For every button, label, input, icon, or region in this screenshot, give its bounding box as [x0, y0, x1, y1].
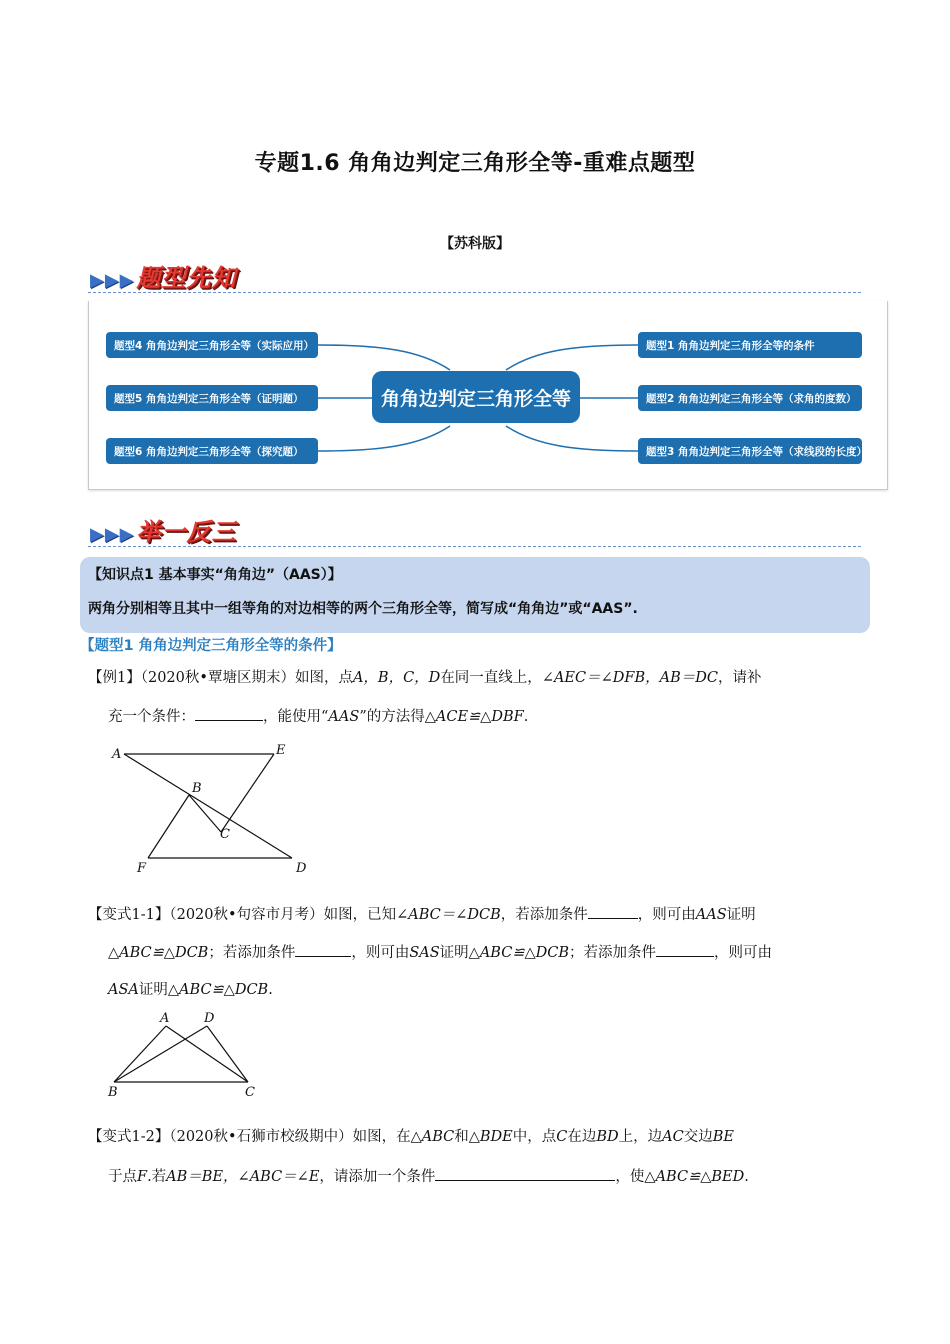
- variant11-line3: [108, 980, 273, 1000]
- math: C: [556, 1129, 568, 1145]
- math: SAS: [409, 945, 440, 961]
- text: ，则可由: [714, 945, 772, 961]
- point-label: B: [192, 781, 202, 796]
- math: BE: [712, 1129, 734, 1145]
- knowledge-body: 两角分别相等且其中一组等角的对边相等的两个三角形全等，简写成“角角边”或“AAS”.: [88, 601, 638, 617]
- answer-blank[interactable]: [295, 942, 351, 957]
- math: △ACE≌△DBF: [424, 709, 524, 725]
- math: △BDE: [468, 1129, 513, 1145]
- math: A，B，C，D: [352, 670, 441, 686]
- variant12-line1: [88, 1127, 734, 1147]
- text: 在同一直线上，: [440, 670, 542, 686]
- text: ，使: [615, 1169, 645, 1185]
- text: ，则可由: [637, 907, 696, 923]
- math: △ABC≌△DCB: [468, 945, 569, 961]
- answer-blank[interactable]: [195, 706, 263, 721]
- point-label: A: [112, 747, 122, 762]
- text: 交边: [683, 1129, 713, 1145]
- variant11-line2: [108, 942, 772, 963]
- point-label: C: [245, 1085, 255, 1100]
- text: 中，点: [512, 1129, 557, 1145]
- math: △ABC: [410, 1129, 455, 1145]
- figure-example1: [100, 738, 330, 883]
- math: AAS: [695, 907, 727, 923]
- text: 和: [454, 1129, 469, 1145]
- text: 如图，点: [294, 670, 353, 686]
- text: 证明: [138, 982, 168, 998]
- text: ”的方法得: [359, 709, 425, 725]
- text: ，则可由: [351, 945, 410, 961]
- mindmap-node-type3: 题型3 角角边判定三角形全等（求线段的长度）: [638, 438, 862, 464]
- math: △ABC≌△DCB: [108, 945, 209, 961]
- math: F: [137, 1169, 148, 1185]
- mindmap-node-type5: 题型5 角角边判定三角形全等（证明题）: [106, 385, 318, 411]
- text: 在边: [567, 1129, 597, 1145]
- math: ASA: [108, 982, 139, 998]
- source: （2020秋•覃塘区期末）: [140, 670, 295, 686]
- type1-heading: 【题型1 角角边判定三角形全等的条件】: [80, 638, 342, 654]
- point-label: F: [137, 861, 147, 876]
- point-label: D: [296, 861, 307, 876]
- point-label: E: [276, 743, 286, 758]
- point-label: B: [108, 1085, 118, 1100]
- banner-text: 题型先知: [136, 264, 237, 292]
- mindmap-center-node: 角角边判定三角形全等: [372, 371, 580, 423]
- answer-blank[interactable]: [656, 942, 714, 957]
- example-label: 【变式1-1】: [88, 907, 170, 923]
- example1-line2: [108, 706, 528, 727]
- text: 如图，已知: [323, 907, 397, 923]
- text: 于点: [108, 1169, 137, 1185]
- banner-text: 举一反三: [136, 518, 237, 546]
- point-label: A: [160, 1011, 170, 1026]
- text: ；若添加条件: [569, 945, 656, 961]
- example-label: 【例1】: [88, 670, 141, 686]
- source: （2020秋•句容市月考）: [169, 907, 324, 923]
- variant12-line2: [108, 1166, 749, 1187]
- math: BD: [596, 1129, 619, 1145]
- source: （2020秋•石狮市校级期中）: [169, 1129, 353, 1145]
- text: ；若添加条件: [208, 945, 296, 961]
- divider: [88, 546, 861, 547]
- edition-label: 【苏科版】: [440, 236, 510, 252]
- example1-line1: [88, 668, 761, 688]
- mindmap-node-type4: 题型4 角角边判定三角形全等（实际应用）: [106, 332, 318, 358]
- math: △ABC≌△DCB: [167, 982, 269, 998]
- text: .: [268, 982, 273, 998]
- text: 证明: [726, 907, 756, 923]
- answer-blank[interactable]: [435, 1166, 615, 1181]
- mindmap-node-type1: 题型1 角角边判定三角形全等的条件: [638, 332, 862, 358]
- math: AAS: [328, 709, 360, 725]
- variant11-line1: [88, 904, 756, 925]
- math: ∠ABC＝∠DCB: [396, 907, 501, 923]
- math: AB＝BE，∠ABC＝∠E: [166, 1169, 320, 1185]
- text: .若: [147, 1169, 167, 1185]
- answer-blank[interactable]: [588, 904, 638, 919]
- math: AC: [662, 1129, 684, 1145]
- knowledge-heading: 【知识点1 基本事实“角角边”（AAS）】: [88, 567, 342, 583]
- banner-practice: [90, 512, 237, 547]
- text: ，能使用“: [263, 709, 329, 725]
- point-label: C: [220, 827, 230, 842]
- text: .: [523, 709, 529, 725]
- text: 上，边: [618, 1129, 663, 1145]
- triple-arrow-icon: ▶▶▶: [90, 524, 135, 545]
- mindmap-node-type6: 题型6 角角边判定三角形全等（探究题）: [106, 438, 318, 464]
- point-label: D: [204, 1011, 215, 1026]
- text: 充一个条件：: [108, 709, 195, 725]
- math: △ABC≌△BED: [644, 1169, 745, 1185]
- example-label: 【变式1-2】: [88, 1129, 170, 1145]
- text: .: [744, 1169, 749, 1185]
- mindmap-node-type2: 题型2 角角边判定三角形全等（求角的度数）: [638, 385, 862, 411]
- text: 如图，在: [352, 1129, 411, 1145]
- text: ，请补: [717, 670, 762, 686]
- text: 证明: [439, 945, 469, 961]
- text: ，请添加一个条件: [319, 1169, 436, 1185]
- figure-variant11: [100, 1006, 280, 1106]
- math: ∠AEC＝∠DFB，AB＝DC: [541, 670, 718, 686]
- page-title: 专题1.6 角角边判定三角形全等-重难点题型: [254, 151, 696, 176]
- triple-arrow-icon: ▶▶▶: [90, 270, 135, 291]
- text: ，若添加条件: [500, 907, 588, 923]
